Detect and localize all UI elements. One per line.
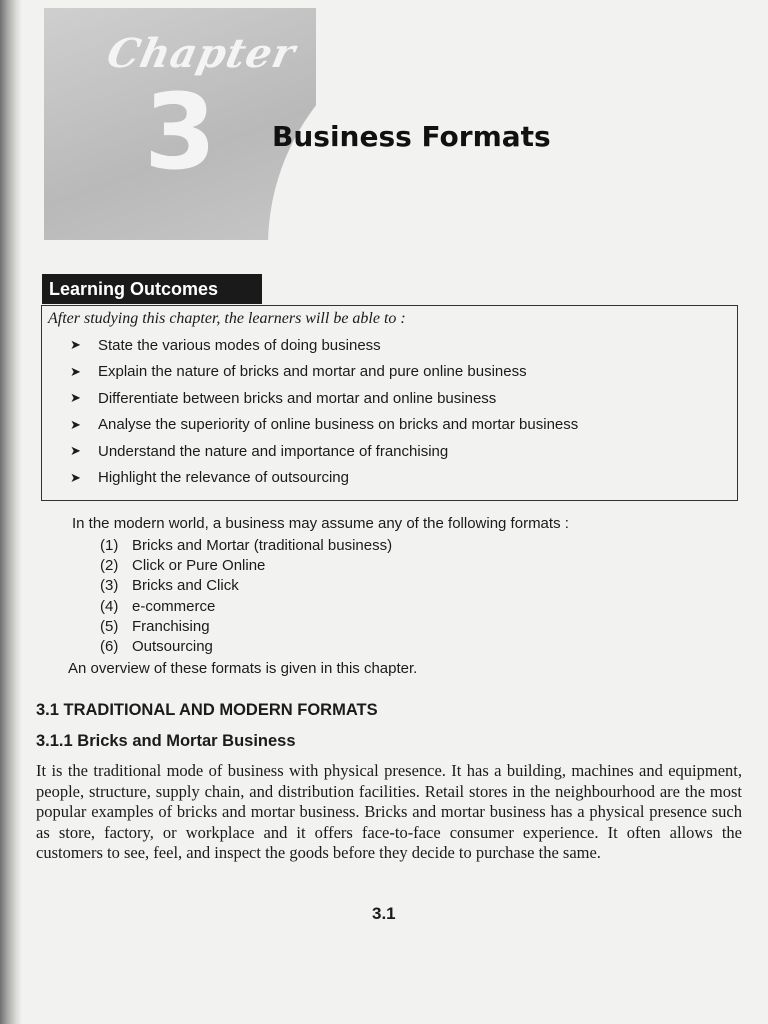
format-text: Bricks and Click — [132, 577, 239, 595]
list-item — [100, 616, 392, 636]
learning-outcome-text: State the various modes of doing business — [98, 336, 381, 354]
arrow-bullet-icon: ➤ — [70, 390, 81, 406]
arrow-bullet-icon: ➤ — [70, 337, 81, 353]
list-item — [100, 636, 392, 656]
arrow-bullet-icon: ➤ — [70, 469, 81, 485]
chapter-title: Business Formats — [272, 120, 551, 153]
list-item — [100, 576, 392, 596]
list-item — [70, 332, 578, 359]
list-item — [100, 596, 392, 616]
format-number: (1) — [100, 536, 119, 554]
learning-outcomes-label: Learning Outcomes — [42, 274, 262, 304]
format-number: (5) — [100, 617, 119, 635]
learning-outcome-text: Differentiate between bricks and mortar and online business — [98, 389, 497, 407]
list-item — [70, 385, 578, 412]
chapter-word: Chapter — [103, 30, 300, 77]
learning-outcomes-intro: After studying this chapter, the learners will be able to : — [48, 310, 406, 327]
subsection-heading: 3.1.1 Bricks and Mortar Business — [36, 732, 296, 750]
intro-paragraph: In the modern world, a business may assume any of the following formats : — [72, 515, 569, 532]
learning-outcomes-box — [41, 305, 738, 501]
format-number: (2) — [100, 556, 119, 574]
page-number: 3.1 — [372, 904, 396, 923]
overview-text: An overview of these formats is given in this chapter. — [68, 660, 418, 677]
format-text: Bricks and Mortar (traditional business) — [132, 536, 393, 554]
formats-list — [100, 535, 392, 657]
learning-outcome-text: Analyse the superiority of online business on bricks and mortar business — [98, 416, 579, 434]
list-item — [100, 555, 392, 575]
format-text: Franchising — [132, 617, 210, 635]
arrow-bullet-icon: ➤ — [70, 443, 81, 459]
format-text: e-commerce — [132, 597, 216, 615]
section-heading: 3.1 TRADITIONAL AND MODERN FORMATS — [36, 701, 378, 719]
format-text: Click or Pure Online — [132, 556, 266, 574]
format-number: (6) — [100, 638, 119, 656]
learning-outcome-text: Highlight the relevance of outsourcing — [98, 469, 349, 487]
list-item — [70, 412, 578, 439]
section-body-paragraph: It is the traditional mode of business with physical presence. It has a building, machines and equipment, people, structure, supply chain, and distribution facilities. Retail stores in the neighbourhood are the most popular examples of bricks and mortar business. Bricks and mortar business has a physical presence such as store, factory, or workplace and it offers face-to-face consumer experience. It often allows the customers to see, feel, and inspect the goods before they decide to purchase the same. — [36, 761, 742, 862]
page-binding-shadow — [0, 0, 22, 1024]
format-number: (4) — [100, 597, 119, 615]
arrow-bullet-icon: ➤ — [70, 416, 81, 432]
list-item — [70, 465, 578, 492]
learning-outcomes-list — [70, 332, 578, 491]
list-item — [100, 535, 392, 555]
format-text: Outsourcing — [132, 638, 213, 656]
learning-outcome-text: Explain the nature of bricks and mortar and pure online business — [98, 363, 527, 381]
arrow-bullet-icon: ➤ — [70, 363, 81, 379]
list-item — [70, 438, 578, 465]
learning-outcome-text: Understand the nature and importance of franchising — [98, 442, 449, 460]
list-item — [70, 359, 578, 386]
format-number: (3) — [100, 577, 119, 595]
chapter-number: 3 — [144, 71, 217, 193]
